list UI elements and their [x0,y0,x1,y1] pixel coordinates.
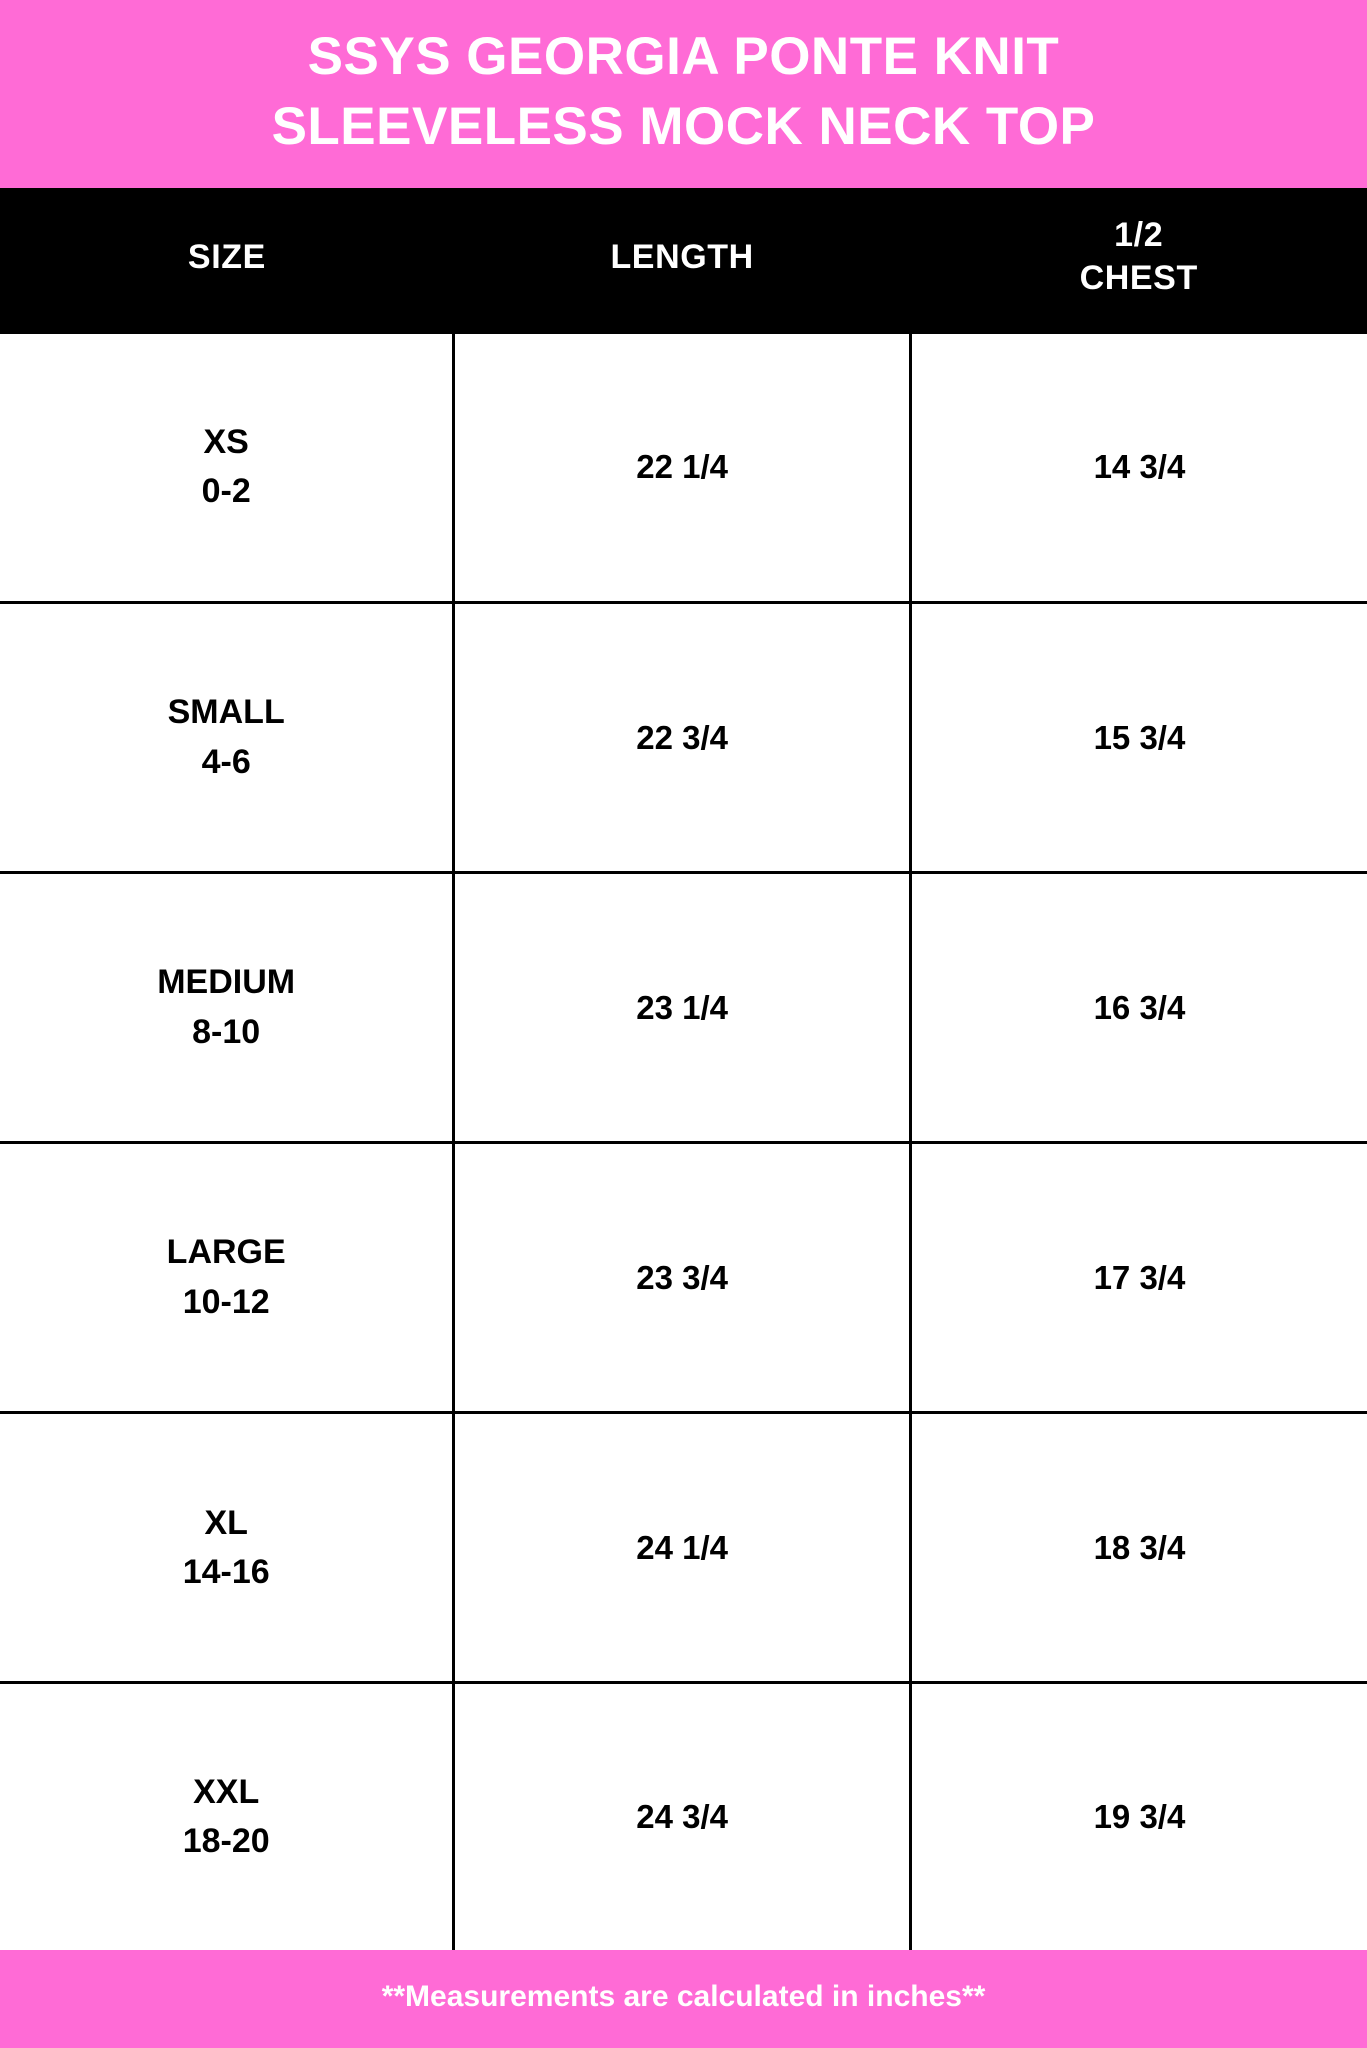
column-header-size: SIZE [0,188,454,333]
cell-half-chest: 17 3/4 [910,1143,1367,1413]
column-header-half-chest-line-2: CHEST [1079,259,1198,298]
size-name: XL [204,1503,248,1542]
size-table-wrap [0,188,1367,1950]
cell-half-chest: 15 3/4 [910,603,1367,873]
cell-length: 23 1/4 [454,873,911,1143]
cell-size [0,603,454,873]
size-name: XS [203,423,249,462]
size-table [0,188,1367,1950]
size-range: 18-20 [182,1822,270,1861]
size-name: SMALL [167,693,285,732]
size-name: XXL [193,1772,260,1811]
table-header [0,188,1367,333]
cell-length: 22 1/4 [454,332,911,602]
title-banner [0,0,1367,188]
cell-size [0,1683,454,1950]
cell-length: 22 3/4 [454,603,911,873]
footer-note: **Measurements are calculated in inches** [0,1950,1367,2048]
column-header-half-chest [910,188,1367,333]
table-row [0,332,1367,602]
size-range: 14-16 [182,1552,270,1591]
table-row [0,1143,1367,1413]
table-row [0,603,1367,873]
cell-half-chest: 14 3/4 [910,332,1367,602]
size-name: MEDIUM [157,963,296,1002]
column-header-half-chest-line-1: 1/2 [1114,215,1164,254]
size-range: 4-6 [201,742,251,781]
cell-half-chest: 16 3/4 [910,873,1367,1143]
table-header-row [0,188,1367,333]
cell-length: 24 1/4 [454,1413,911,1683]
cell-half-chest: 18 3/4 [910,1413,1367,1683]
table-row [0,873,1367,1143]
table-body [0,332,1367,1950]
cell-length: 24 3/4 [454,1683,911,1950]
size-range: 10-12 [182,1282,270,1321]
table-row [0,1683,1367,1950]
cell-size [0,1143,454,1413]
page-title-line-2: SLEEVELESS MOCK NECK TOP [271,96,1096,156]
cell-size [0,873,454,1143]
page-title-line-1: SSYS GEORGIA PONTE KNIT [307,27,1060,86]
table-row [0,1413,1367,1683]
cell-length: 23 3/4 [454,1143,911,1413]
cell-size [0,1413,454,1683]
cell-half-chest: 19 3/4 [910,1683,1367,1950]
size-name: LARGE [166,1233,286,1272]
column-header-length: LENGTH [454,188,911,333]
size-range: 8-10 [192,1012,261,1051]
size-range: 0-2 [201,472,251,511]
cell-size [0,332,454,602]
